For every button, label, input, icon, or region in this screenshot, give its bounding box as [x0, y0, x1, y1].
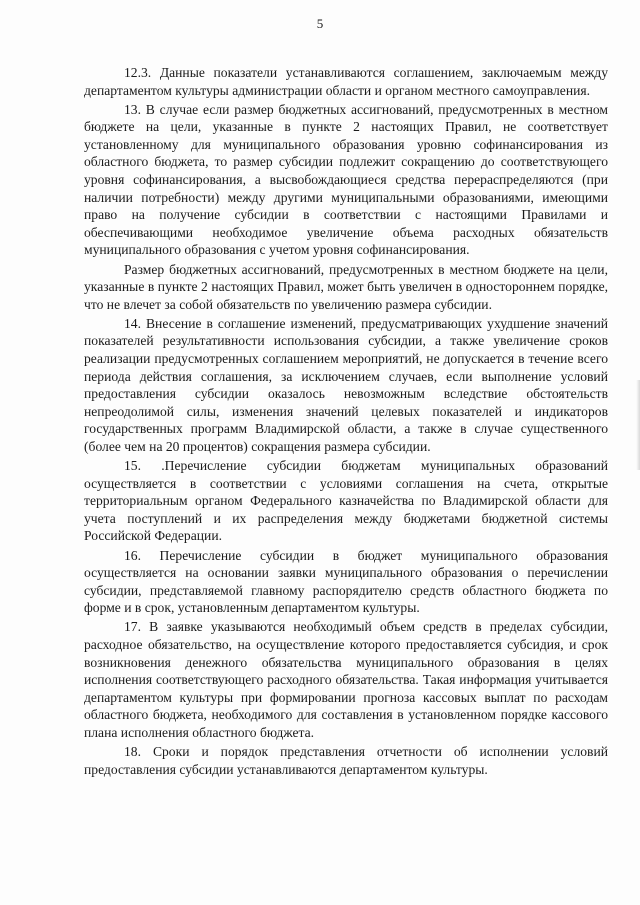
paragraph-18: 18. Сроки и порядок представления отчетности об исполнении условий предоставления субсидии устанавливаются департаментом культуры.	[84, 744, 608, 777]
paragraph-13-budget-size: Размер бюджетных ассигнований, предусмотренных в местном бюджете на цели, указанные в пункте 2 настоящих Правил, может быть увеличен в одностороннем порядке, что не влечет за собой обязательств по увеличению размера субсидии.	[84, 261, 608, 312]
paragraph-14: 14. Внесение в соглашение изменений, предусматривающих ухудшение значений показателей результативности использования субсидии, а также увеличение сроков реализации предусмотренных соглашением мероприятий, не допускается в течение всего периода действия соглашения, за исключением случаев, если выполнение условий предоставления субсидии оказалось невозможным вследствие обстоятельств непреодолимой силы, изменения значений целевых показателей и индикаторов государственных программ Владимирской области, а также в случае существенного (более чем на 20 процентов) сокращения размера субсидии.	[84, 315, 608, 454]
paragraph-12-3: 12.3. Данные показатели устанавливаются соглашением, заключаемым между департаментом культуры администрации области и органом местного самоуправления.	[84, 65, 608, 98]
paragraph-15: 15. .Перечисление субсидии бюджетам муниципальных образований осуществляется в соответствии с условиями соглашения на счета, открытые территориальным органом Федерального казначейства по Владимирской области для учета поступлений и их распределения между бюджетами бюджетной системы Российской Федерации.	[84, 458, 608, 544]
paragraph-16: 16. Перечисление субсидии в бюджет муниципального образования осуществляется на основании заявки муниципального образования о перечислении субсидии, представляемой главному распорядителю средств областного бюджета по форме и в срок, установленным департаментом культуры.	[84, 547, 608, 616]
document-body	[84, 64, 608, 780]
paragraph-17: 17. В заявке указываются необходимый объем средств в пределах субсидии, расходное обязательство, на осуществление которого предоставляется субсидия, и срок возникновения денежного обязательства муниципального образования в целях исполнения соответствующего расходного обязательства. Такая информация учитывается департаментом культуры при формировании прогноза кассовых выплат по расходам областного бюджета, необходимого для составления в установленном порядке кассового плана исполнения областного бюджета.	[84, 619, 608, 740]
scan-edge-shadow	[636, 380, 640, 470]
page-number: 5	[316, 16, 324, 31]
paragraph-13: 13. В случае если размер бюджетных ассигнований, предусмотренных в местном бюджете на цели, указанные в пункте 2 настоящих Правил, не соответствует установленному для муниципального образования уровню софинансирования из областного бюджета, то размер субсидии подлежит сокращению до соответствующего уровня софинансирования, а высвобождающиеся средства перераспределяются (при наличии потребности) между другими муниципальными образованиями, имеющими право на получение субсидии в соответствии с настоящими Правилами и обеспечивающими необходимое увеличение объема расходных обязательств муниципального образования с учетом уровня софинансирования.	[84, 101, 608, 258]
